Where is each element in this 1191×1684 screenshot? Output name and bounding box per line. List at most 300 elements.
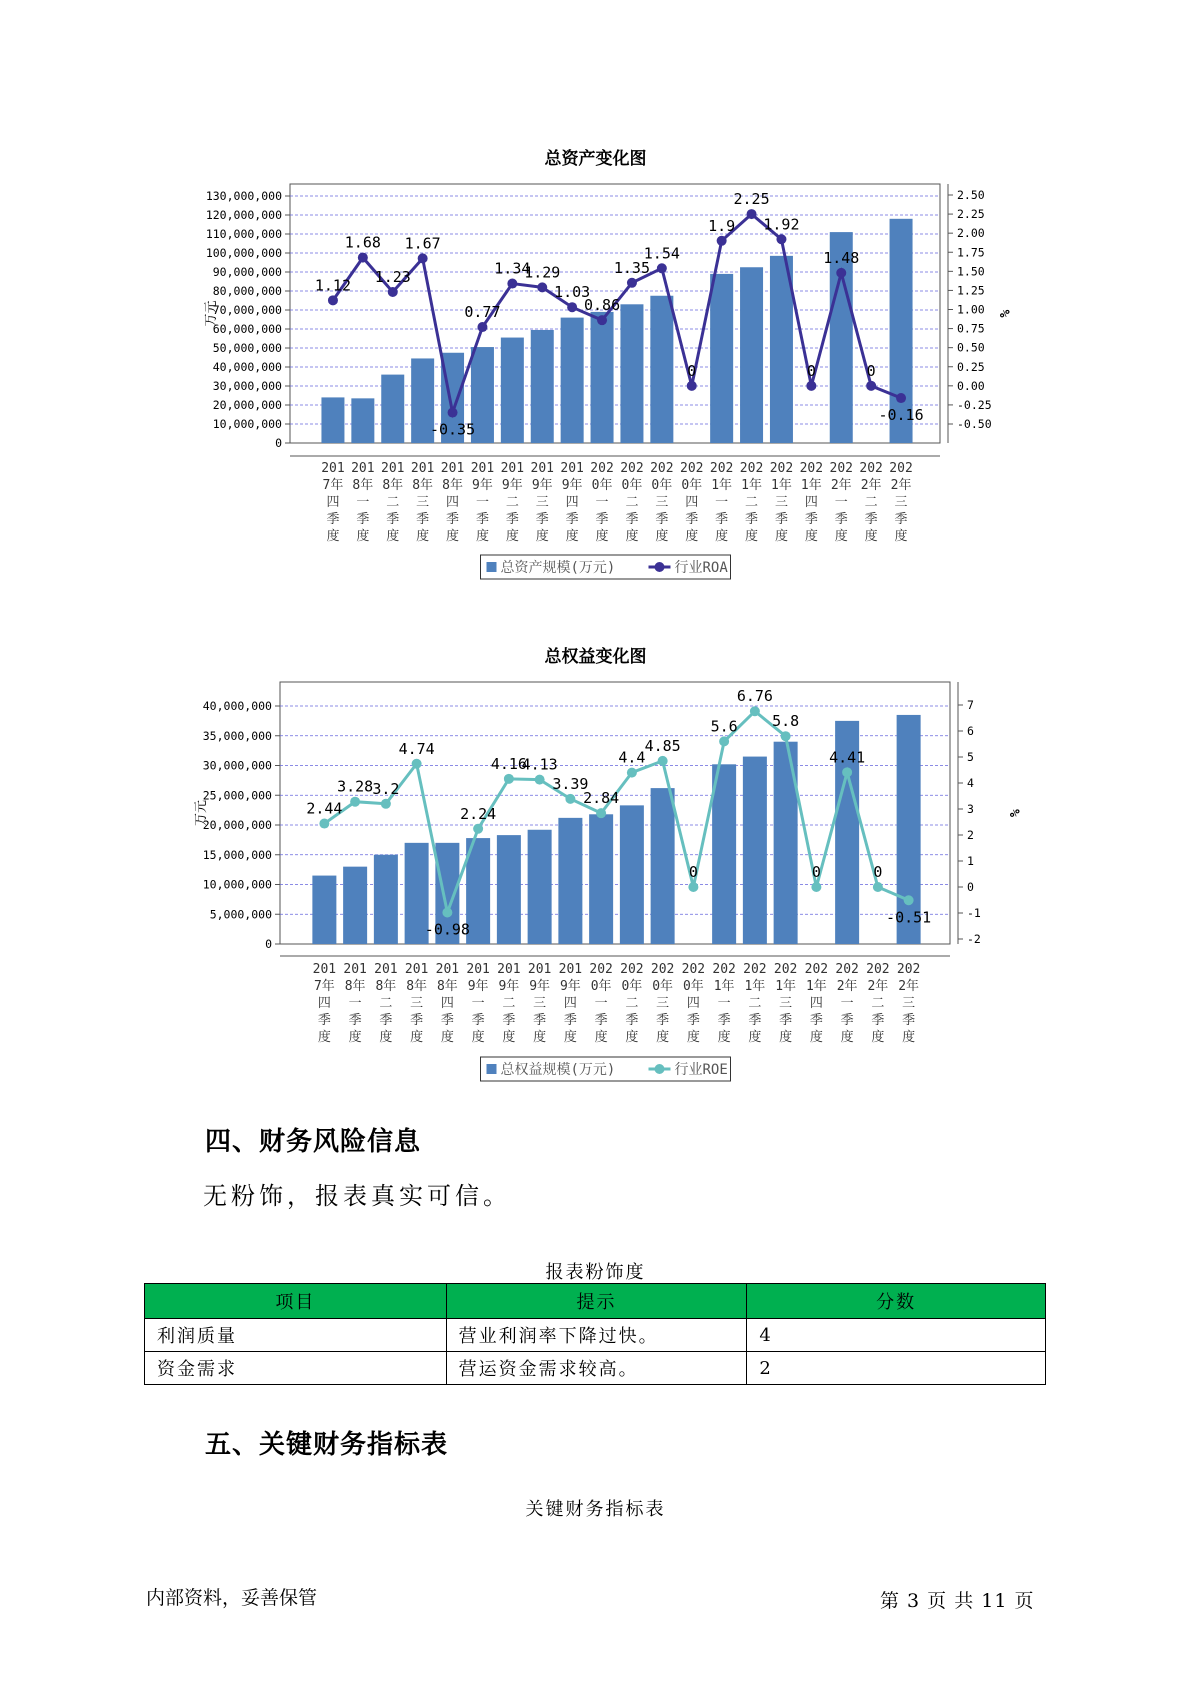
x-tick-label: 201 — [381, 461, 405, 476]
x-tick-label: 三 — [902, 996, 916, 1011]
table-row — [145, 1319, 1046, 1352]
x-tick-label: 201 — [527, 962, 552, 977]
x-tick-label: 1年 — [711, 478, 733, 493]
line-point — [747, 209, 757, 219]
legend-line-label: 行业ROE — [674, 1062, 728, 1078]
bar — [374, 855, 398, 944]
x-tick-label: 三 — [410, 996, 424, 1011]
bar — [528, 830, 552, 944]
x-tick-label: 201 — [500, 461, 525, 476]
bar — [343, 867, 367, 944]
x-tick-label: 202 — [866, 962, 890, 977]
header-item: 项目 — [145, 1284, 447, 1319]
x-tick-label: 1年 — [805, 979, 827, 994]
line-point — [448, 408, 458, 418]
x-tick-label: 202 — [709, 461, 734, 476]
y2-tick-label: 0.75 — [957, 321, 985, 336]
bar — [743, 757, 767, 944]
x-tick-label: 四 — [804, 495, 818, 510]
line-point — [836, 268, 846, 278]
x-tick-label: 一 — [834, 495, 848, 510]
x-tick-label: 201 — [312, 962, 337, 977]
x-tick-label: 度 — [326, 529, 340, 544]
y-tick-label: 0 — [275, 436, 282, 450]
y-tick-label: 20,000,000 — [202, 818, 272, 832]
data-label: 5.6 — [710, 717, 738, 736]
section4-heading: 四、财务风险信息 — [205, 1127, 422, 1157]
x-tick-label: 度 — [902, 1030, 916, 1045]
x-tick-label: 二 — [505, 495, 519, 510]
line-point — [507, 279, 517, 289]
x-tick-label: 201 — [530, 461, 554, 476]
x-tick-label: 一 — [348, 996, 362, 1011]
x-tick-label: 季 — [745, 512, 759, 527]
line-point — [477, 322, 487, 332]
x-tick-label: 度 — [416, 529, 430, 544]
data-label: -0.51 — [886, 908, 932, 927]
x-tick-label: 202 — [681, 962, 706, 977]
legend-bar-swatch — [487, 1064, 497, 1074]
y-tick-label: 70,000,000 — [212, 303, 282, 317]
x-tick-label: 度 — [779, 1030, 793, 1045]
bar — [531, 330, 554, 443]
bar — [620, 805, 644, 944]
bar — [712, 764, 736, 944]
x-tick-label: 一 — [840, 996, 854, 1011]
data-label: 6.76 — [736, 687, 773, 706]
x-tick-label: 度 — [471, 1030, 485, 1045]
x-tick-label: 202 — [590, 461, 614, 476]
line-point — [596, 808, 606, 818]
data-label: 2.84 — [583, 789, 620, 808]
x-tick-label: 季 — [894, 512, 908, 527]
x-tick-label: 季 — [533, 1013, 547, 1028]
x-tick-label: 季 — [625, 512, 639, 527]
x-tick-label: 201 — [404, 962, 429, 977]
x-tick-label: 一 — [595, 495, 609, 510]
y-tick-label: 5,000,000 — [209, 907, 272, 922]
y-tick-label: 30,000,000 — [202, 758, 272, 773]
x-tick-label: 度 — [386, 529, 400, 544]
data-label: 0 — [873, 863, 883, 881]
x-tick-label: 度 — [774, 529, 788, 544]
x-tick-label: 季 — [379, 1013, 393, 1028]
line-point — [750, 706, 760, 716]
x-tick-label: 201 — [497, 962, 521, 977]
x-tick-label: 度 — [748, 1030, 762, 1045]
data-label: 4.85 — [644, 736, 681, 755]
legend-line-marker — [655, 562, 665, 572]
x-tick-label: 季 — [717, 1013, 731, 1028]
x-tick-label: 度 — [348, 1030, 362, 1045]
x-tick-label: 二 — [748, 996, 762, 1011]
x-tick-label: 度 — [834, 529, 848, 544]
risk-summary-text: 无粉饰，报表真实可信。 — [203, 1182, 511, 1210]
y2-tick-label: 3 — [967, 802, 974, 816]
line-point — [719, 736, 729, 746]
x-tick-label: 度 — [717, 1030, 731, 1045]
x-tick-label: 0年 — [682, 979, 704, 994]
x-tick-label: 202 — [804, 962, 829, 977]
y2-tick-label: -0.25 — [957, 397, 992, 412]
row-hint: 营业利润率下降过快。 — [446, 1319, 747, 1352]
x-tick-label: 度 — [379, 1030, 393, 1045]
chart2-title: 总权益变化图 — [544, 647, 647, 667]
y-tick-label: 30,000,000 — [212, 379, 282, 393]
x-tick-label: 201 — [343, 962, 367, 977]
x-tick-label: 201 — [374, 962, 398, 977]
x-tick-label: 9年 — [529, 979, 551, 994]
x-tick-label: 三 — [655, 495, 669, 510]
x-tick-label: 度 — [745, 529, 759, 544]
y-tick-label: 20,000,000 — [212, 398, 282, 412]
x-tick-label: 202 — [739, 461, 764, 476]
x-tick-label: 0年 — [591, 478, 613, 493]
x-tick-label: 202 — [773, 962, 798, 977]
x-tick-label: 季 — [594, 1013, 608, 1028]
bar — [561, 318, 584, 443]
x-tick-label: 二 — [871, 996, 885, 1011]
footer-confidential-note: 内部资料，妥善保管 — [146, 1587, 318, 1609]
line-point — [873, 882, 883, 892]
x-tick-label: 202 — [799, 461, 824, 476]
x-tick-label: 2年 — [898, 979, 920, 994]
x-tick-label: 二 — [625, 495, 639, 510]
x-tick-label: 1年 — [771, 478, 792, 493]
data-label: -0.35 — [429, 420, 476, 439]
x-tick-label: 202 — [889, 461, 913, 476]
x-tick-label: 度 — [656, 1030, 670, 1045]
y2-tick-label: 6 — [967, 724, 974, 738]
line-point — [717, 236, 727, 246]
x-tick-label: 一 — [717, 996, 731, 1011]
data-label: 4.4 — [618, 748, 646, 767]
bar — [650, 296, 673, 443]
row-item: 利润质量 — [145, 1319, 447, 1352]
x-tick-label: 二 — [745, 495, 759, 510]
x-tick-label: 三 — [533, 996, 547, 1011]
x-tick-label: 季 — [871, 1013, 885, 1028]
line-point — [627, 278, 637, 288]
line-point — [806, 381, 816, 391]
y-tick-label: 35,000,000 — [202, 728, 272, 743]
x-tick-label: 季 — [348, 1013, 362, 1028]
line-point — [358, 253, 368, 263]
x-tick-label: 度 — [440, 1030, 454, 1045]
x-tick-label: 度 — [533, 1030, 547, 1045]
y-tick-label: 10,000,000 — [202, 877, 272, 892]
x-tick-label: 202 — [620, 461, 644, 476]
y-tick-label: 60,000,000 — [212, 322, 282, 336]
line-point — [842, 767, 852, 777]
line-point — [412, 759, 422, 769]
x-tick-label: 季 — [416, 512, 430, 527]
line-point — [319, 819, 329, 829]
data-label: 1.68 — [344, 233, 381, 252]
data-label: 0 — [806, 361, 816, 380]
x-tick-label: 9年 — [498, 979, 520, 994]
row-item: 资金需求 — [145, 1352, 447, 1385]
line-point — [597, 315, 607, 325]
x-tick-label: 季 — [386, 512, 400, 527]
data-label: 1.35 — [613, 258, 651, 277]
data-label: 1.54 — [643, 244, 680, 263]
data-label: 0 — [687, 361, 697, 380]
x-tick-label: 季 — [440, 1013, 454, 1028]
x-tick-label: 2年 — [860, 478, 882, 493]
y-tick-label: 80,000,000 — [212, 284, 282, 298]
x-tick-label: 二 — [625, 996, 639, 1011]
total-equity-chart — [0, 668, 1191, 1093]
x-tick-label: 201 — [440, 461, 465, 476]
x-tick-label: 9年 — [531, 478, 553, 493]
y2-tick-label: 1.50 — [957, 264, 985, 279]
x-tick-label: 三 — [656, 996, 670, 1011]
y2-tick-label: 2 — [967, 828, 974, 842]
x-tick-label: 202 — [859, 461, 883, 476]
x-tick-label: 度 — [475, 529, 489, 544]
y-tick-label: 25,000,000 — [202, 788, 272, 803]
data-label: 1.67 — [404, 234, 441, 253]
y-tick-label: 100,000,000 — [205, 246, 282, 260]
legend-bar-swatch — [487, 562, 497, 572]
line-point — [687, 381, 697, 391]
risk-table-header-row — [145, 1284, 1046, 1319]
x-tick-label: 2年 — [890, 478, 912, 493]
bar — [620, 304, 643, 443]
y2-tick-label: -2 — [967, 932, 981, 946]
x-tick-label: 8年 — [352, 478, 374, 493]
x-tick-label: 7年 — [313, 979, 335, 994]
y-tick-label: 40,000,000 — [212, 360, 282, 374]
x-tick-label: 8年 — [436, 979, 458, 994]
bar — [710, 274, 733, 443]
header-hint: 提示 — [446, 1284, 747, 1319]
x-tick-label: 201 — [558, 962, 583, 977]
y-tick-label: 40,000,000 — [202, 699, 272, 713]
x-tick-label: 7年 — [322, 478, 344, 493]
x-tick-label: 度 — [840, 1030, 854, 1045]
line-point — [811, 882, 821, 892]
x-tick-label: 三 — [416, 495, 430, 510]
x-tick-label: 度 — [563, 1030, 577, 1045]
data-label: 4.41 — [829, 748, 866, 767]
x-tick-label: 9年 — [559, 979, 581, 994]
page-number: 第 3 页 共 11 页 — [880, 1590, 1035, 1612]
data-label: 1.92 — [763, 215, 800, 234]
x-tick-label: 0年 — [652, 979, 674, 994]
line-point — [535, 775, 545, 785]
x-tick-label: 度 — [864, 529, 878, 544]
line-point — [567, 302, 577, 312]
chart1-title: 总资产变化图 — [544, 149, 647, 169]
x-tick-label: 202 — [650, 461, 674, 476]
risk-table-caption: 报表粉饰度 — [545, 1262, 646, 1283]
x-tick-label: 一 — [471, 996, 485, 1011]
data-label: 3.39 — [552, 774, 589, 793]
line-point — [537, 282, 547, 292]
x-tick-label: 202 — [769, 461, 794, 476]
x-tick-label: 二 — [864, 495, 878, 510]
x-tick-label: 度 — [565, 529, 579, 544]
line-point — [328, 295, 338, 305]
data-label: 2.24 — [460, 804, 497, 823]
total-assets-chart — [0, 170, 1191, 590]
line-point — [657, 263, 667, 273]
x-tick-label: 201 — [435, 962, 460, 977]
y2-tick-label: 0.00 — [957, 378, 985, 393]
risk-table — [144, 1283, 1046, 1385]
x-tick-label: 1年 — [741, 478, 762, 493]
line-point — [473, 824, 483, 834]
x-tick-label: 度 — [625, 1030, 639, 1045]
x-tick-label: 季 — [685, 512, 699, 527]
x-tick-label: 度 — [595, 529, 609, 544]
x-tick-label: 季 — [834, 512, 848, 527]
x-tick-label: 8年 — [375, 979, 397, 994]
y2-tick-label: 2.00 — [957, 226, 985, 241]
x-tick-label: 季 — [655, 512, 669, 527]
bar — [312, 876, 336, 944]
y-tick-label: 0 — [265, 937, 272, 951]
line-point — [904, 895, 914, 905]
data-label: -0.98 — [424, 920, 470, 939]
x-tick-label: 度 — [685, 529, 699, 544]
x-tick-label: 度 — [871, 1030, 885, 1045]
y-axis-title: 万元 — [194, 799, 209, 827]
x-tick-label: 9年 — [472, 478, 493, 493]
data-label: 1.03 — [554, 283, 591, 302]
x-tick-label: 季 — [902, 1013, 916, 1028]
x-tick-label: 1年 — [800, 478, 822, 493]
line-point — [418, 253, 428, 263]
x-tick-label: 季 — [446, 512, 460, 527]
x-tick-label: 度 — [655, 529, 669, 544]
x-tick-label: 度 — [894, 529, 908, 544]
x-tick-label: 202 — [835, 962, 859, 977]
y-tick-label: 50,000,000 — [212, 341, 282, 355]
x-tick-label: 202 — [589, 962, 613, 977]
x-tick-label: 度 — [317, 1030, 331, 1045]
x-tick-label: 季 — [809, 1013, 823, 1028]
x-tick-label: 度 — [535, 529, 549, 544]
y2-tick-label: -0.50 — [957, 417, 992, 431]
line-point — [896, 393, 906, 403]
data-label: 1.29 — [524, 263, 561, 282]
bar — [651, 788, 675, 944]
x-tick-label: 201 — [560, 461, 584, 476]
x-tick-label: 201 — [321, 461, 345, 476]
legend-bar-label: 总资产规模(万元) — [500, 560, 616, 576]
y-tick-label: 130,000,000 — [205, 189, 282, 203]
x-tick-label: 2年 — [867, 979, 889, 994]
x-tick-label: 季 — [505, 512, 519, 527]
data-label: 2.25 — [733, 190, 770, 209]
y2-axis-title: % — [996, 309, 1011, 318]
x-tick-label: 202 — [650, 962, 675, 977]
x-tick-label: 8年 — [382, 478, 404, 493]
row-score: 4 — [747, 1319, 1046, 1352]
x-tick-label: 四 — [809, 996, 823, 1011]
x-tick-label: 季 — [864, 512, 878, 527]
data-label: 0.86 — [583, 296, 621, 315]
x-tick-label: 2年 — [836, 979, 858, 994]
data-label: 1.9 — [708, 216, 736, 235]
y-tick-label: 90,000,000 — [212, 265, 282, 279]
row-hint: 营运资金需求较高。 — [446, 1352, 747, 1385]
data-label: 0.77 — [464, 303, 501, 322]
x-tick-label: 度 — [715, 529, 729, 544]
y2-tick-label: 1.00 — [957, 302, 985, 317]
line-point — [627, 768, 637, 778]
header-score: 分数 — [747, 1284, 1046, 1319]
x-tick-label: 季 — [804, 512, 818, 527]
x-tick-label: 季 — [356, 512, 370, 527]
x-tick-label: 201 — [351, 461, 375, 476]
bar — [740, 267, 763, 443]
x-tick-label: 202 — [712, 962, 736, 977]
x-tick-label: 度 — [809, 1030, 823, 1045]
x-tick-label: 8年 — [344, 979, 366, 994]
x-tick-label: 季 — [748, 1013, 762, 1028]
y-tick-label: 15,000,000 — [202, 847, 272, 862]
data-label: 0 — [866, 361, 876, 380]
y2-tick-label: 2.50 — [957, 188, 985, 202]
x-tick-label: 季 — [410, 1013, 424, 1028]
x-tick-label: 季 — [565, 512, 579, 527]
data-label: 4.16 — [490, 754, 527, 773]
y2-tick-label: 0.25 — [957, 359, 985, 374]
data-label: 3.2 — [372, 779, 400, 798]
x-tick-label: 四 — [440, 996, 454, 1011]
x-tick-label: 季 — [715, 512, 729, 527]
x-tick-label: 度 — [594, 1030, 608, 1045]
line-point — [381, 799, 391, 809]
bar — [558, 818, 582, 944]
x-tick-label: 1年 — [744, 979, 766, 994]
bar — [321, 397, 344, 443]
x-tick-label: 202 — [620, 962, 644, 977]
line-point — [658, 756, 668, 766]
y2-tick-label: 5 — [967, 750, 974, 764]
x-tick-label: 2年 — [830, 478, 852, 493]
y2-tick-label: 1.25 — [957, 283, 985, 298]
legend-line-marker — [655, 1064, 665, 1074]
bar — [497, 835, 521, 944]
x-tick-label: 202 — [680, 461, 704, 476]
bar — [381, 375, 404, 443]
x-tick-label: 季 — [502, 1013, 516, 1028]
x-tick-label: 季 — [686, 1013, 700, 1028]
data-label: 4.74 — [398, 739, 435, 758]
x-tick-label: 0年 — [621, 478, 643, 493]
x-tick-label: 9年 — [467, 979, 489, 994]
x-tick-label: 季 — [656, 1013, 670, 1028]
x-tick-label: 季 — [317, 1013, 331, 1028]
y-tick-label: 120,000,000 — [205, 208, 282, 222]
row-score: 2 — [747, 1352, 1046, 1385]
y-tick-label: 110,000,000 — [205, 227, 282, 241]
line-point — [866, 381, 876, 391]
indicator-table-caption: 关键财务指标表 — [525, 1499, 666, 1520]
x-tick-label: 201 — [466, 962, 490, 977]
x-tick-label: 度 — [356, 529, 370, 544]
x-tick-label: 三 — [779, 996, 793, 1011]
data-label: 1.12 — [314, 276, 352, 295]
y2-tick-label: 1.75 — [957, 245, 985, 260]
table-row — [145, 1352, 1046, 1385]
data-label: 4.13 — [521, 755, 558, 774]
